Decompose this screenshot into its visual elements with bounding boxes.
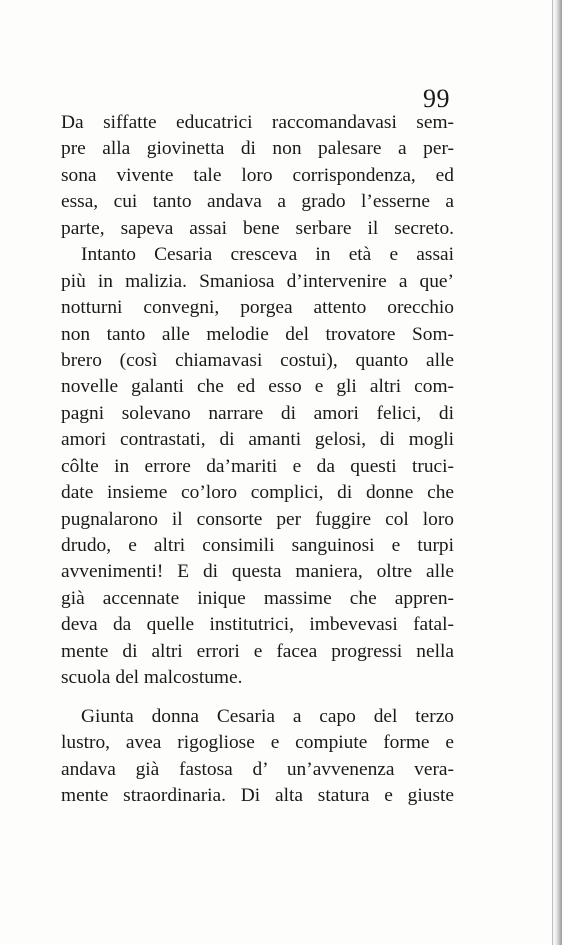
text-line: pre alla giovinetta di non palesare a per-: [61, 138, 454, 160]
text-line: brero (così chiamavasi costui), quanto alle: [61, 349, 454, 371]
text-line: non tanto alle melodie del trovatore Som-: [61, 323, 454, 345]
text-line: Da siffatte educatrici raccomandavasi sem-: [61, 112, 454, 133]
text-line: amori contrastati, di amanti gelosi, di mogli: [61, 429, 454, 451]
text-line: Giunta donna Cesaria a capo del terzo: [81, 705, 454, 727]
text-line: côlte in errore da’mariti e da questi truci-: [61, 455, 454, 477]
body-text: [61, 110, 454, 809]
page-edge-shadow: [552, 0, 562, 945]
text-line: novelle galanti che ed esso e gli altri com-: [61, 376, 454, 398]
text-line: parte, sapeva assai bene serbare il secreto.: [61, 217, 454, 239]
paragraph-gap: [61, 692, 454, 704]
text-line: già accennate inique massime che appren-: [61, 587, 454, 609]
text-line: drudo, e altri consimili sanguinosi e turpi: [61, 535, 454, 556]
text-line: notturni convegni, porgea attento orecchio: [61, 297, 454, 319]
text-line: più in malizia. Smaniosa d’intervenire a que’: [61, 270, 454, 292]
text-line: scuola del malcostume.: [61, 667, 243, 689]
text-line: Intanto Cesaria cresceva in età e assai: [81, 244, 454, 266]
page-number: 99: [423, 84, 450, 113]
text-line: pugnalarono il consorte per fuggire col loro: [61, 508, 454, 530]
text-line: lustro, avea rigogliose e compiute forme e: [61, 732, 454, 754]
text-line: pagni solevano narrare di amori felici, di: [61, 402, 454, 424]
text-line: date insieme co’loro complici, di donne che: [61, 482, 454, 504]
text-line: mente straordinaria. Di alta statura e giuste: [61, 784, 454, 806]
text-line: essa, cui tanto andava a grado l’esserne a: [61, 191, 454, 213]
text-line: sona vivente tale loro corrispondenza, ed: [61, 164, 454, 186]
text-line: deva da quelle institutrici, imbevevasi fatal-: [61, 614, 454, 636]
text-line: mente di altri errori e facea progressi nella: [61, 640, 454, 662]
text-line: andava già fastosa d’ un’avvenenza vera-: [61, 758, 454, 780]
text-line: avvenimenti! E di questa maniera, oltre alle: [61, 561, 454, 583]
page-edge-line: [552, 0, 553, 945]
